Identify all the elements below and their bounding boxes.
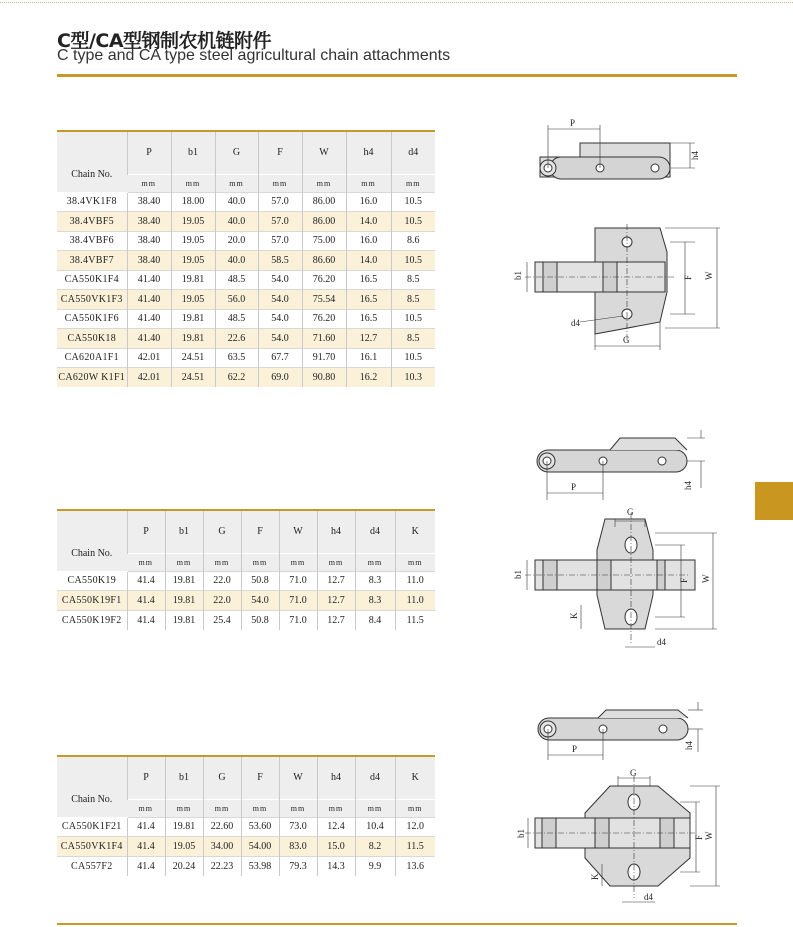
diagram-1-label-W: W (704, 271, 714, 280)
value-cell: 41.40 (127, 329, 171, 349)
value-cell: 25.4 (203, 610, 241, 630)
diagram-1-side-view (520, 115, 720, 195)
unit-header: mm (127, 553, 165, 571)
unit-header: mm (127, 174, 171, 192)
value-cell: 86.00 (302, 212, 346, 232)
value-cell: 12.4 (317, 817, 355, 837)
column-header: b1 (171, 132, 215, 174)
value-cell: 54.00 (241, 837, 279, 857)
value-cell: 86.00 (302, 192, 346, 212)
value-cell: 10.5 (391, 309, 435, 329)
diagram-3-label-W: W (704, 831, 714, 840)
chain-no-cell: CA620A1F1 (57, 348, 127, 368)
column-header: b1 (165, 511, 203, 553)
value-cell: 54.0 (258, 290, 302, 310)
value-cell: 50.8 (241, 571, 279, 591)
value-cell: 24.51 (171, 348, 215, 368)
chain-no-header: Chain No. (57, 757, 127, 817)
value-cell: 10.3 (391, 368, 435, 388)
unit-header: mm (127, 799, 165, 817)
value-cell: 91.70 (302, 348, 346, 368)
value-cell: 41.4 (127, 571, 165, 591)
unit-header: mm (165, 799, 203, 817)
value-cell: 53.98 (241, 856, 279, 876)
diagram-2-label-G: G (627, 507, 634, 517)
chain-no-header: Chain No. (57, 132, 127, 192)
value-cell: 34.00 (203, 837, 241, 857)
value-cell: 19.05 (165, 837, 203, 857)
chain-no-cell: 38.4VBF7 (57, 251, 127, 271)
value-cell: 16.5 (346, 270, 391, 290)
value-cell: 12.7 (317, 571, 355, 591)
value-cell: 40.0 (215, 251, 258, 271)
bottom-rule (57, 923, 737, 925)
value-cell: 54.0 (258, 270, 302, 290)
value-cell: 11.5 (395, 610, 435, 630)
value-cell: 8.3 (355, 571, 395, 591)
chain-no-cell: CA620W K1F1 (57, 368, 127, 388)
chain-no-header: Chain No. (57, 511, 127, 571)
value-cell: 12.0 (395, 817, 435, 837)
value-cell: 22.23 (203, 856, 241, 876)
value-cell: 41.4 (127, 856, 165, 876)
value-cell: 8.5 (391, 290, 435, 310)
value-cell: 10.5 (391, 348, 435, 368)
chain-no-cell: CA550VK1F4 (57, 837, 127, 857)
value-cell: 71.0 (279, 610, 317, 630)
value-cell: 24.51 (171, 368, 215, 388)
unit-header: mm (171, 174, 215, 192)
unit-header: mm (391, 174, 435, 192)
value-cell: 10.4 (355, 817, 395, 837)
column-header: F (241, 757, 279, 799)
table-row (57, 610, 435, 630)
chain-no-cell: CA557F2 (57, 856, 127, 876)
column-header: F (241, 511, 279, 553)
column-header: G (203, 757, 241, 799)
column-header: W (279, 757, 317, 799)
diagram-1-label-b1: b1 (513, 271, 523, 280)
value-cell: 63.5 (215, 348, 258, 368)
table-row (57, 591, 435, 611)
value-cell: 50.8 (241, 610, 279, 630)
unit-header: mm (203, 553, 241, 571)
column-header: P (127, 132, 171, 174)
value-cell: 83.0 (279, 837, 317, 857)
value-cell: 56.0 (215, 290, 258, 310)
value-cell: 19.81 (165, 591, 203, 611)
table-row (57, 212, 435, 232)
diagram-1-label-G: G (623, 335, 630, 345)
table-row (57, 329, 435, 349)
value-cell: 19.05 (171, 212, 215, 232)
diagram-3-side-view (528, 700, 708, 770)
table-row (57, 368, 435, 388)
value-cell: 22.60 (203, 817, 241, 837)
chain-no-cell: CA550K18 (57, 329, 127, 349)
value-cell: 41.40 (127, 270, 171, 290)
value-cell: 8.5 (391, 329, 435, 349)
value-cell: 41.4 (127, 591, 165, 611)
unit-header: mm (241, 799, 279, 817)
value-cell: 8.3 (355, 591, 395, 611)
value-cell: 48.5 (215, 309, 258, 329)
column-header: d4 (355, 757, 395, 799)
chain-no-cell: CA550K1F4 (57, 270, 127, 290)
table-row (57, 231, 435, 251)
value-cell: 19.05 (171, 290, 215, 310)
value-cell: 40.0 (215, 212, 258, 232)
chain-no-cell: CA550K19F1 (57, 591, 127, 611)
value-cell: 58.5 (258, 251, 302, 271)
value-cell: 8.4 (355, 610, 395, 630)
value-cell: 10.5 (391, 251, 435, 271)
unit-header: mm (215, 174, 258, 192)
value-cell: 19.81 (165, 817, 203, 837)
diagram-1-label-d4: d4 (571, 318, 580, 328)
value-cell: 15.0 (317, 837, 355, 857)
value-cell: 22.6 (215, 329, 258, 349)
value-cell: 41.4 (127, 837, 165, 857)
value-cell: 38.40 (127, 231, 171, 251)
table-row (57, 837, 435, 857)
value-cell: 38.40 (127, 212, 171, 232)
value-cell: 62.2 (215, 368, 258, 388)
value-cell: 12.7 (317, 610, 355, 630)
diagram-2-label-h4: h4 (683, 481, 693, 490)
unit-header: mm (355, 799, 395, 817)
value-cell: 57.0 (258, 231, 302, 251)
diagram-3-top-view (510, 768, 725, 908)
unit-header: mm (395, 799, 435, 817)
value-cell: 41.40 (127, 309, 171, 329)
value-cell: 8.6 (391, 231, 435, 251)
diagram-1-label-h4: h4 (690, 151, 700, 160)
value-cell: 14.0 (346, 212, 391, 232)
value-cell: 16.2 (346, 368, 391, 388)
value-cell: 16.5 (346, 309, 391, 329)
column-header: G (203, 511, 241, 553)
chain-no-cell: 38.4VBF5 (57, 212, 127, 232)
page-title-cn: C型/CA型钢制农机链附件 (57, 30, 272, 52)
value-cell: 42.01 (127, 348, 171, 368)
value-cell: 57.0 (258, 212, 302, 232)
unit-header: mm (165, 553, 203, 571)
value-cell: 20.24 (165, 856, 203, 876)
value-cell: 19.81 (171, 270, 215, 290)
diagram-2-label-d4: d4 (657, 637, 666, 647)
value-cell: 22.0 (203, 591, 241, 611)
value-cell: 19.81 (171, 329, 215, 349)
value-cell: 79.3 (279, 856, 317, 876)
unit-header: mm (279, 553, 317, 571)
table-row (57, 856, 435, 876)
diagram-1-label-F: F (683, 274, 693, 280)
table-row (57, 309, 435, 329)
column-header: F (258, 132, 302, 174)
value-cell: 11.0 (395, 591, 435, 611)
value-cell: 12.7 (346, 329, 391, 349)
value-cell: 22.0 (203, 571, 241, 591)
chain-no-cell: CA550K19F2 (57, 610, 127, 630)
unit-header: mm (302, 174, 346, 192)
value-cell: 38.40 (127, 192, 171, 212)
column-header: b1 (165, 757, 203, 799)
table-row (57, 270, 435, 290)
value-cell: 13.6 (395, 856, 435, 876)
value-cell: 16.0 (346, 192, 391, 212)
value-cell: 73.0 (279, 817, 317, 837)
value-cell: 18.00 (171, 192, 215, 212)
diagram-2-top-view (505, 505, 725, 655)
column-header: h4 (317, 757, 355, 799)
value-cell: 11.5 (395, 837, 435, 857)
column-header: h4 (346, 132, 391, 174)
value-cell: 19.05 (171, 251, 215, 271)
table-row (57, 571, 435, 591)
chain-no-cell: CA550K1F21 (57, 817, 127, 837)
column-header: K (395, 511, 435, 553)
value-cell: 53.60 (241, 817, 279, 837)
value-cell: 8.2 (355, 837, 395, 857)
side-section-tab (755, 482, 793, 520)
value-cell: 69.0 (258, 368, 302, 388)
title-rule (57, 74, 737, 77)
unit-header: mm (258, 174, 302, 192)
diagram-1-label-P: P (570, 118, 576, 128)
value-cell: 41.4 (127, 817, 165, 837)
value-cell: 90.80 (302, 368, 346, 388)
value-cell: 19.05 (171, 231, 215, 251)
column-header: W (302, 132, 346, 174)
diagram-3-label-h4: h4 (684, 741, 694, 750)
value-cell: 10.5 (391, 212, 435, 232)
value-cell: 71.60 (302, 329, 346, 349)
chain-no-cell: CA550K19 (57, 571, 127, 591)
value-cell: 9.9 (355, 856, 395, 876)
column-header: d4 (355, 511, 395, 553)
value-cell: 8.5 (391, 270, 435, 290)
value-cell: 20.0 (215, 231, 258, 251)
unit-header: mm (203, 799, 241, 817)
value-cell: 41.40 (127, 290, 171, 310)
value-cell: 14.0 (346, 251, 391, 271)
chain-no-cell: CA550K1F6 (57, 309, 127, 329)
column-header: h4 (317, 511, 355, 553)
column-header: K (395, 757, 435, 799)
column-header: G (215, 132, 258, 174)
diagram-3-label-G: G (630, 768, 637, 778)
value-cell: 67.7 (258, 348, 302, 368)
diagram-3-label-P: P (572, 744, 578, 754)
value-cell: 76.20 (302, 270, 346, 290)
page-title-en: C type and CA type steel agricultural chain attachments (57, 47, 451, 64)
chain-no-cell: 38.4VBF6 (57, 231, 127, 251)
diagram-2-label-K: K (569, 612, 579, 619)
diagram-2-label-W: W (701, 574, 711, 583)
table-row (57, 817, 435, 837)
table-row (57, 290, 435, 310)
value-cell: 19.81 (165, 571, 203, 591)
table-row (57, 192, 435, 212)
value-cell: 38.40 (127, 251, 171, 271)
table-row (57, 348, 435, 368)
value-cell: 42.01 (127, 368, 171, 388)
table-row (57, 251, 435, 271)
value-cell: 16.5 (346, 290, 391, 310)
diagram-2-label-F: F (679, 577, 689, 583)
column-header: P (127, 757, 165, 799)
spec-table-1 (57, 132, 435, 387)
column-header: P (127, 511, 165, 553)
value-cell: 71.0 (279, 571, 317, 591)
value-cell: 76.20 (302, 309, 346, 329)
spec-table-3 (57, 757, 435, 876)
value-cell: 54.0 (241, 591, 279, 611)
unit-header: mm (346, 174, 391, 192)
value-cell: 12.7 (317, 591, 355, 611)
diagram-1-top-view (505, 222, 735, 357)
value-cell: 75.00 (302, 231, 346, 251)
diagram-3-label-F: F (694, 834, 704, 840)
diagram-3-label-K: K (590, 873, 600, 880)
column-header: d4 (391, 132, 435, 174)
value-cell: 16.0 (346, 231, 391, 251)
unit-header: mm (355, 553, 395, 571)
chain-no-cell: 38.4VK1F8 (57, 192, 127, 212)
top-dotted-line (0, 2, 793, 3)
value-cell: 86.60 (302, 251, 346, 271)
value-cell: 11.0 (395, 571, 435, 591)
value-cell: 57.0 (258, 192, 302, 212)
column-header: W (279, 511, 317, 553)
unit-header: mm (317, 799, 355, 817)
unit-header: mm (279, 799, 317, 817)
chain-no-cell: CA550VK1F3 (57, 290, 127, 310)
value-cell: 54.0 (258, 309, 302, 329)
value-cell: 75.54 (302, 290, 346, 310)
diagram-2-label-b1: b1 (513, 570, 523, 579)
value-cell: 71.0 (279, 591, 317, 611)
spec-table-2 (57, 511, 435, 630)
diagram-2-side-view (525, 428, 710, 498)
unit-header: mm (317, 553, 355, 571)
value-cell: 19.81 (171, 309, 215, 329)
diagram-2-label-P: P (571, 482, 577, 492)
value-cell: 14.3 (317, 856, 355, 876)
diagram-3-label-d4: d4 (644, 892, 653, 902)
value-cell: 48.5 (215, 270, 258, 290)
value-cell: 10.5 (391, 192, 435, 212)
diagram-3-label-b1: b1 (516, 829, 526, 838)
unit-header: mm (241, 553, 279, 571)
unit-header: mm (395, 553, 435, 571)
value-cell: 54.0 (258, 329, 302, 349)
value-cell: 41.4 (127, 610, 165, 630)
value-cell: 19.81 (165, 610, 203, 630)
value-cell: 40.0 (215, 192, 258, 212)
value-cell: 16.1 (346, 348, 391, 368)
